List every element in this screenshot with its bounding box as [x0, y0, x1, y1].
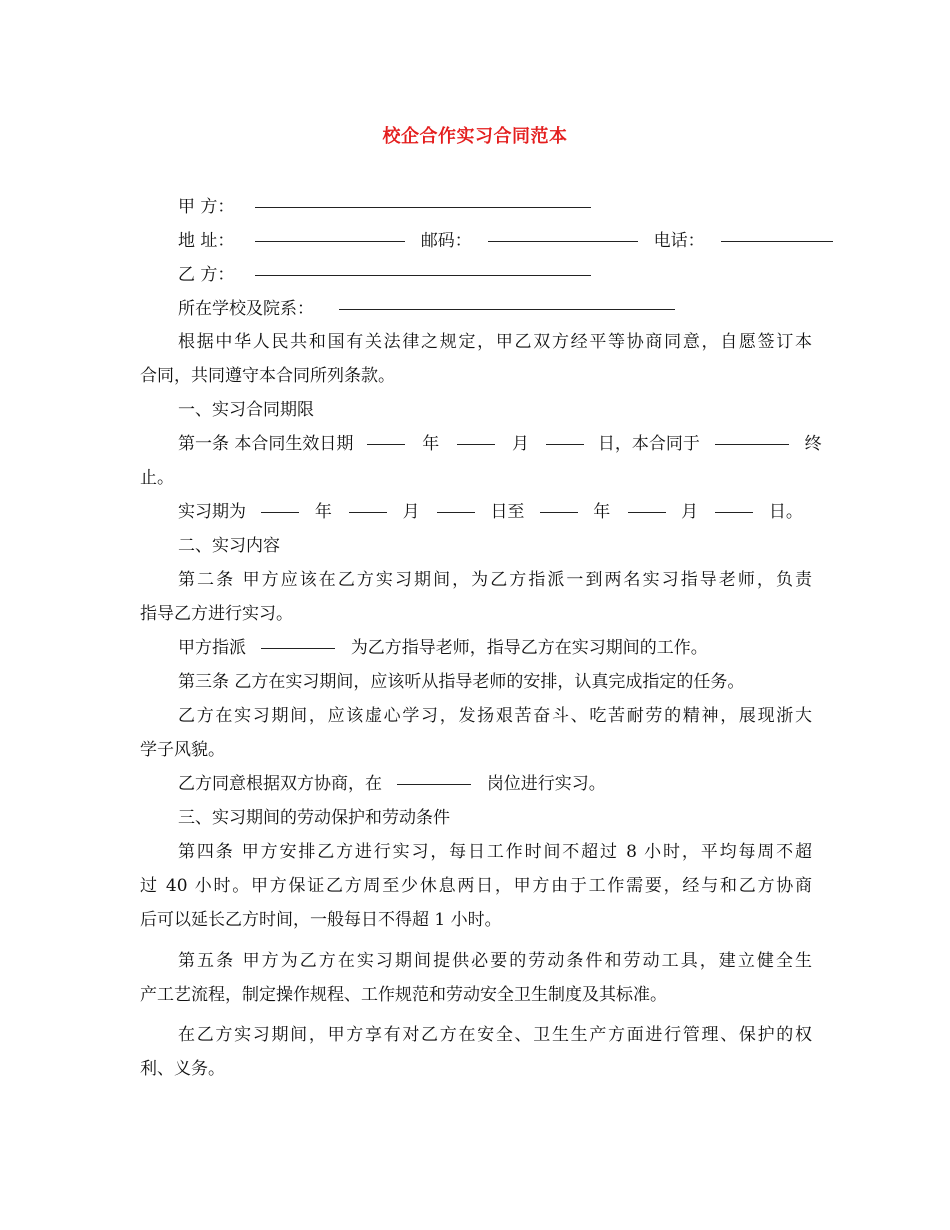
assign-line	[178, 631, 812, 665]
post-label: 乙方同意根据双方协商，在	[178, 774, 382, 794]
article-4-line-1: 第四条 甲方安排乙方进行实习，每日工作时间不超过 8 小时，平均每周不超	[178, 842, 812, 862]
article-5-line-2: 产工艺流程，制定操作规程、工作规范和劳动安全卫生制度及其标准。	[140, 985, 667, 1005]
end-text: 终	[804, 434, 822, 454]
period-start-month-blank[interactable]	[349, 511, 387, 513]
period-month2-text: 月	[681, 502, 699, 522]
party-b-line	[178, 258, 812, 292]
period-label: 实习期为	[178, 502, 246, 522]
period-line	[178, 495, 812, 529]
address-line	[178, 224, 812, 258]
period-year2-text: 年	[593, 502, 611, 522]
period-start-day-blank[interactable]	[437, 511, 475, 513]
article-1-line-2: 止。	[140, 468, 174, 488]
article-1-line	[178, 427, 822, 461]
document-title: 校企合作实习合同范本	[382, 126, 568, 147]
intro-line-2: 合同，共同遵守本合同所列条款。	[140, 366, 395, 386]
period-day2-text: 日。	[768, 502, 803, 522]
period-day-to-text: 日至	[490, 502, 525, 522]
section-2-heading: 二、实习内容	[178, 536, 280, 556]
party-a-label: 甲 方：	[178, 197, 235, 217]
post-text: 岗位进行实习。	[486, 774, 606, 794]
school-line	[178, 292, 812, 326]
post-blank[interactable]	[397, 783, 471, 785]
rights-line-2: 利、义务。	[140, 1059, 225, 1079]
assign-label: 甲方指派	[178, 638, 246, 658]
phone-label: 电话：	[653, 231, 705, 251]
postcode-label: 邮码：	[420, 231, 472, 251]
party-b-blank[interactable]	[255, 274, 591, 276]
humble-line-2: 学子风貌。	[140, 740, 225, 760]
end-date-blank[interactable]	[715, 443, 789, 445]
article-2-line-2: 指导乙方进行实习。	[140, 604, 293, 624]
school-label: 所在学校及院系：	[178, 299, 314, 319]
party-a-line	[178, 190, 812, 224]
period-year-text: 年	[314, 502, 332, 522]
start-month-blank[interactable]	[457, 443, 495, 445]
humble-line-1: 乙方在实习期间，应该虚心学习，发扬艰苦奋斗、吃苦耐劳的精神，展现浙大	[178, 706, 812, 726]
party-a-blank[interactable]	[255, 206, 591, 208]
day-text: 日，本合同于	[597, 434, 700, 454]
period-end-year-blank[interactable]	[540, 511, 578, 513]
period-end-month-blank[interactable]	[628, 511, 666, 513]
intro-line-1: 根据中华人民共和国有关法律之规定，甲乙双方经平等协商同意，自愿签订本	[178, 332, 812, 352]
period-end-day-blank[interactable]	[715, 511, 753, 513]
section-1-heading: 一、实习合同期限	[178, 400, 314, 420]
period-month-text: 月	[402, 502, 420, 522]
postcode-blank[interactable]	[488, 240, 638, 242]
article-4-line-2: 过 40 小时。甲方保证乙方周至少休息两日，甲方由于工作需要，经与和乙方协商	[140, 876, 812, 896]
start-day-blank[interactable]	[546, 443, 584, 445]
post-line	[178, 767, 812, 801]
advisor-blank[interactable]	[261, 647, 335, 649]
start-year-blank[interactable]	[367, 443, 405, 445]
phone-blank[interactable]	[721, 240, 833, 242]
article-5-line-1: 第五条 甲方为乙方在实习期间提供必要的劳动条件和劳动工具，建立健全生	[178, 951, 812, 971]
school-blank[interactable]	[339, 308, 675, 310]
article-1-label: 第一条 本合同生效日期	[178, 434, 354, 454]
rights-line-1: 在乙方实习期间，甲方享有对乙方在安全、卫生生产方面进行管理、保护的权	[178, 1025, 812, 1045]
article-3-line: 第三条 乙方在实习期间，应该听从指导老师的安排，认真完成指定的任务。	[178, 672, 745, 692]
article-4-line-3: 后可以延长乙方时间，一般每日不得超 1 小时。	[140, 910, 502, 930]
party-b-label: 乙 方：	[178, 265, 235, 285]
month-text: 月	[512, 434, 530, 454]
address-label: 地 址：	[178, 231, 235, 251]
address-blank[interactable]	[255, 240, 405, 242]
period-start-year-blank[interactable]	[261, 511, 299, 513]
section-3-heading: 三、实习期间的劳动保护和劳动条件	[178, 808, 450, 828]
article-2-line-1: 第二条 甲方应该在乙方实习期间，为乙方指派一到两名实习指导老师，负责	[178, 570, 812, 590]
assign-text: 为乙方指导老师，指导乙方在实习期间的工作。	[350, 638, 708, 658]
year-text: 年	[422, 434, 440, 454]
